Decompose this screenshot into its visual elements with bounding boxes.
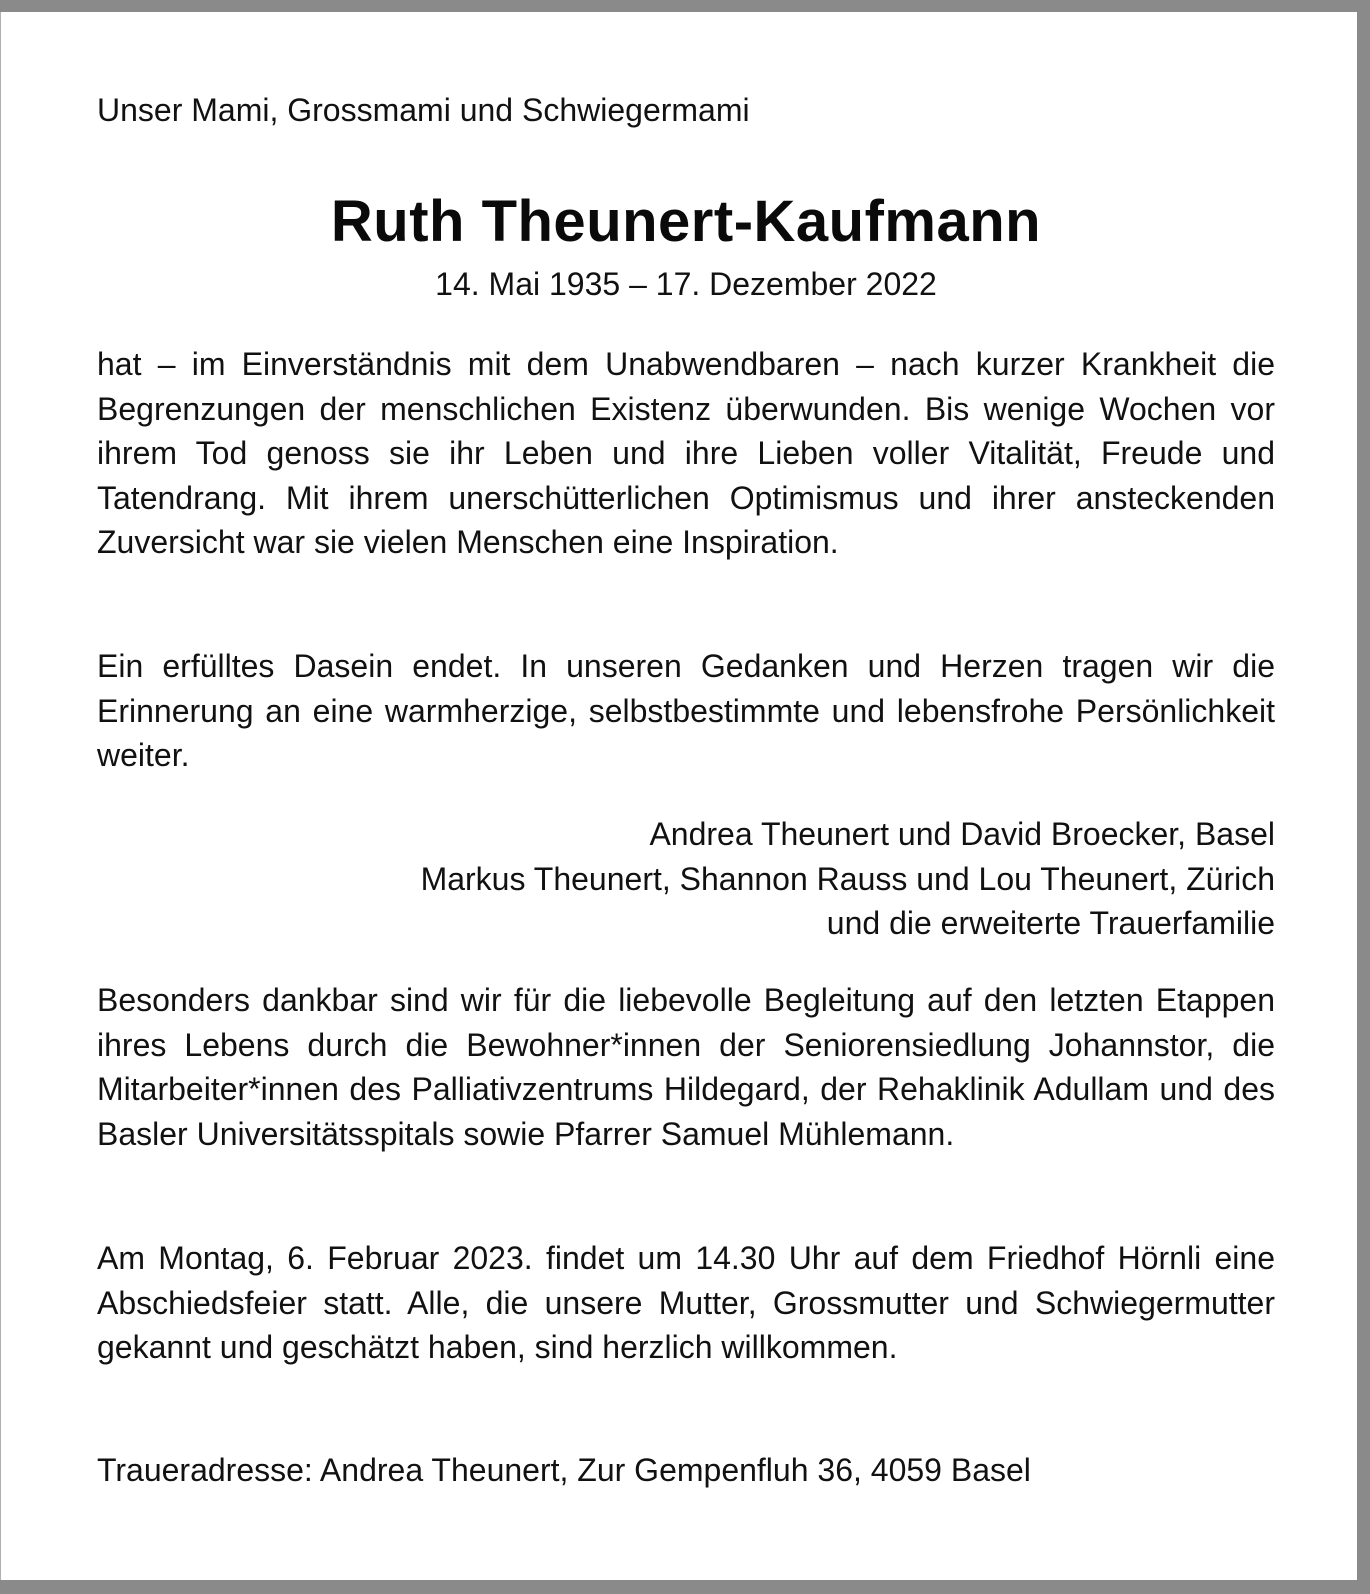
- notice-sheet: [0, 12, 1357, 1580]
- paragraph-thanks: Besonders dankbar sind wir für die liebevolle Begleitung auf den letzten Etappen ihres Lebens durch die Bewohner*innen der Seniorensiedlung Johannstor, die Mitarbeiter*innen des Palliativzentrums Hildegard, der Rehaklinik Adullam und des Basler Universitätsspitals sowie Pfarrer Samuel Mühlemann.: [97, 982, 1275, 1152]
- life-dates: 14. Mai 1935 – 17. Dezember 2022: [435, 266, 937, 302]
- deceased-name: Ruth Theunert-Kaufmann: [330, 189, 1042, 254]
- mourning-address: Traueradresse: Andrea Theunert, Zur Gempenfluh 36, 4059 Basel: [97, 1452, 1031, 1488]
- paragraph-remembrance: Ein erfülltes Dasein endet. In unseren Gedanken und Herzen tragen wir die Erinnerung an eine warmherzige, selbstbestimmte und lebensfrohe Persönlichkeit weiter.: [97, 648, 1275, 773]
- paragraph-ceremony: Am Montag, 6. Februar 2023. findet um 14.30 Uhr auf dem Friedhof Hörnli eine Abschiedsfeier statt. Alle, die unsere Mutter, Grossmutter und Schwiegermutter gekannt und geschätzt haben, sind herzlich willkommen.: [97, 1240, 1275, 1365]
- signer-line: Markus Theunert, Shannon Rauss und Lou Theunert, Zürich: [420, 860, 1275, 897]
- signers-block: [97, 812, 1275, 946]
- signer-line: Andrea Theunert und David Broecker, Basel: [649, 816, 1275, 852]
- paragraph-passing: hat – im Einverständnis mit dem Unabwendbaren – nach kurzer Krankheit die Begrenzungen der menschlichen Existenz überwunden. Bis wenige Wochen vor ihrem Tod genoss sie ihr Leben und ihre Lieben voller Vitalität, Freude und Tatendrang. Mit ihrem unerschütterlichen Optimismus und ihrer ansteckenden Zuversicht war sie vielen Menschen eine Inspiration.: [97, 346, 1275, 560]
- intro-line: Unser Mami, Grossmami und Schwiegermami: [97, 92, 750, 128]
- signer-line: und die erweiterte Trauerfamilie: [826, 905, 1275, 941]
